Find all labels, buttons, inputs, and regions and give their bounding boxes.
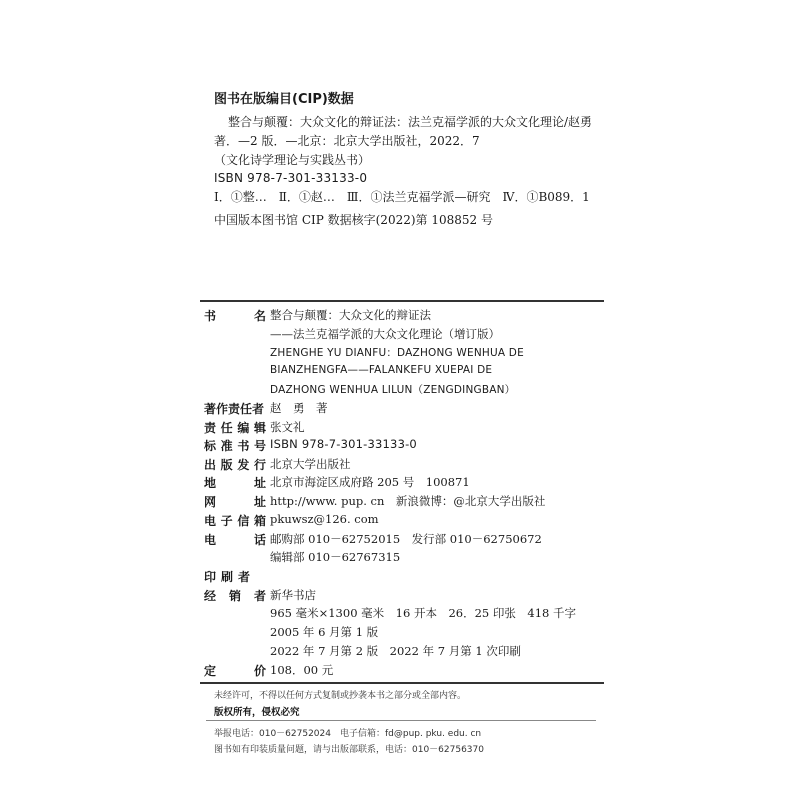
footer-notice: 未经许可，不得以任何方式复制或抄袭本书之部分或全部内容。 bbox=[214, 691, 467, 701]
phone-label: 电 话 bbox=[204, 533, 266, 547]
email-value: pkuwsz@126. com bbox=[270, 512, 379, 526]
cip-line-series: （文化诗学理论与实践丛书） bbox=[214, 153, 371, 167]
phone-value-1: 邮购部 010－62752015 发行部 010－62750672 bbox=[270, 532, 542, 546]
price-value: 108．00 元 bbox=[270, 663, 334, 677]
email-label: 电 子 信 箱 bbox=[204, 514, 266, 528]
top-rule bbox=[200, 300, 604, 302]
book-name-line-2: ——法兰克福学派的大众文化理论（增订版） bbox=[270, 327, 500, 341]
cip-line-isbn: ISBN 978-7-301-33133-0 bbox=[214, 171, 368, 185]
address-value: 北京市海淀区成府路 205 号 100871 bbox=[270, 475, 470, 489]
book-name-line-1: 整合与颠覆：大众文化的辩证法 bbox=[270, 308, 431, 322]
book-name-pinyin-3: DAZHONG WENHUA LILUN（ZENGDINGBAN） bbox=[270, 384, 516, 396]
isbn-value: ISBN 978-7-301-33133-0 bbox=[270, 437, 417, 451]
footer-copyright: 版权所有，侵权必究 bbox=[214, 707, 300, 718]
phone-value-2: 编辑部 010－62767315 bbox=[270, 550, 401, 564]
address-label: 地 址 bbox=[204, 476, 266, 490]
bottom-rule bbox=[200, 682, 604, 684]
spec-first-edition: 2005 年 6 月第 1 版 bbox=[270, 625, 379, 639]
footer-report: 举报电话：010－62752024 电子信箱：fd@pup. pku. edu. cn bbox=[214, 729, 482, 739]
price-label: 定 价 bbox=[204, 664, 266, 678]
book-name-label: 书 名 bbox=[204, 309, 266, 323]
distributor-value: 新华书店 bbox=[270, 588, 316, 602]
cip-line-title: 整合与颠覆：大众文化的辩证法：法兰克福学派的大众文化理论/赵勇 bbox=[228, 115, 593, 129]
distributor-label: 经 销 者 bbox=[204, 589, 266, 603]
cip-line-classification: Ⅰ．①整… Ⅱ．①赵… Ⅲ．①法兰克福学派—研究 Ⅳ．①B089．1 bbox=[214, 190, 590, 204]
editor-value: 张文礼 bbox=[270, 420, 305, 434]
publisher-value: 北京大学出版社 bbox=[270, 457, 351, 471]
footer-quality: 图书如有印装质量问题，请与出版部联系，电话：010－62756370 bbox=[214, 745, 484, 755]
publisher-label: 出 版 发 行 bbox=[204, 458, 266, 472]
cip-line-verification: 中国版本图书馆 CIP 数据核字(2022)第 108852 号 bbox=[214, 213, 493, 227]
cip-line-edition: 著．—2 版．—北京：北京大学出版社，2022．7 bbox=[214, 134, 480, 148]
book-name-pinyin-2: BIANZHENGFA——FALANKEFU XUEPAI DE bbox=[270, 364, 493, 376]
footer-divider bbox=[206, 720, 596, 721]
author-value: 赵 勇 著 bbox=[270, 401, 328, 415]
isbn-label: 标 准 书 号 bbox=[204, 439, 266, 453]
cip-title: 图书在版编目(CIP)数据 bbox=[214, 92, 354, 107]
web-label: 网 址 bbox=[204, 495, 266, 509]
editor-label: 责 任 编 辑 bbox=[204, 421, 266, 435]
spec-second-edition: 2022 年 7 月第 2 版 2022 年 7 月第 1 次印刷 bbox=[270, 644, 521, 658]
printer-label: 印 刷 者 bbox=[204, 570, 250, 584]
book-name-pinyin-1: ZHENGHE YU DIANFU：DAZHONG WENHUA DE bbox=[270, 347, 524, 359]
author-label: 著作责任者 bbox=[204, 402, 265, 416]
spec-format: 965 毫米×1300 毫米 16 开本 26．25 印张 418 千字 bbox=[270, 606, 576, 620]
web-value: http://www. pup. cn 新浪微博：@北京大学出版社 bbox=[270, 494, 546, 508]
